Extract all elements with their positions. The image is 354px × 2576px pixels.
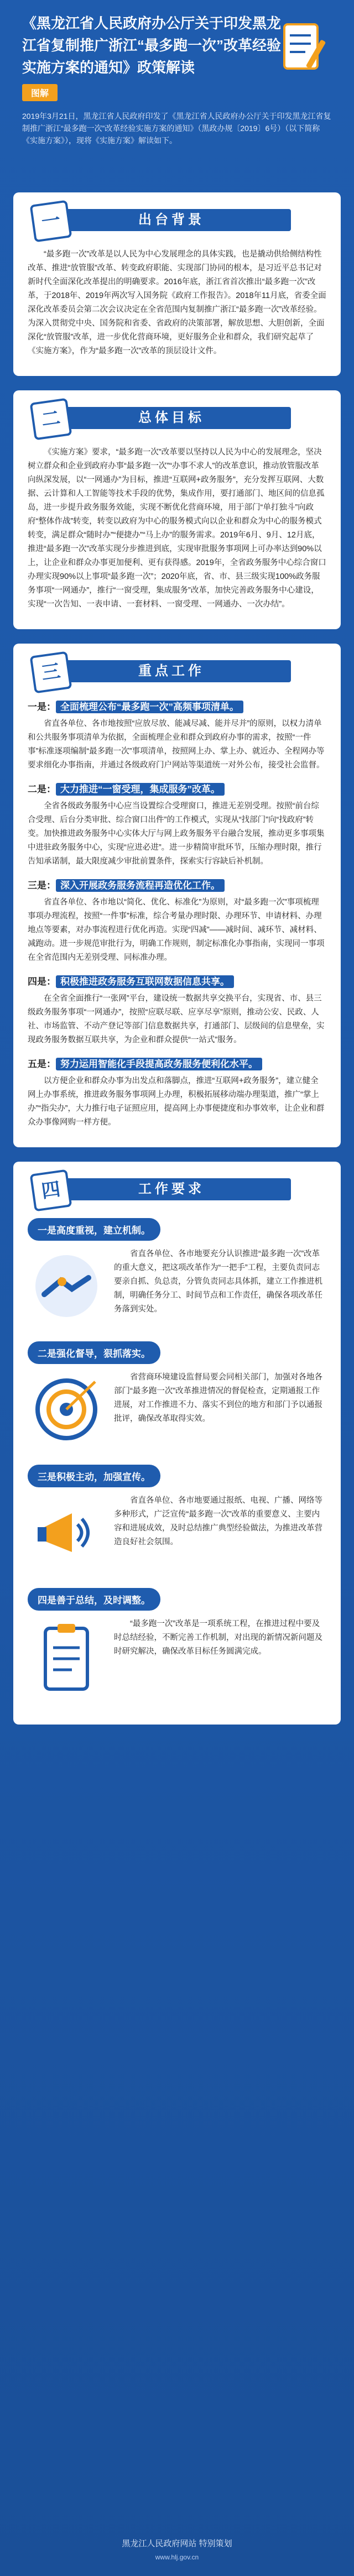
requirement-text: 省直各单位、各市地要通过报纸、电视、广播、网络等多种形式，广泛宣传“最多跑一次”改革的重要意义、主要内容和进展成效，及时总结推广典型经验做法，为推进改革营造良好社会氛围。 — [114, 1496, 322, 1546]
key-work-text-5: 以方便企业和群众办事为出发点和落脚点，推进“互联网+政务服务”，建立健全网上办事系统，推进政务服务事项网上办理，积极拓展移动端办理渠道，推广“掌上办”“指尖办”，大力推行电子证照应用，提高网上办事便捷度和办事效率，让企业和群众办事像网购一样方便。 — [28, 1077, 325, 1127]
section-number: 一 — [30, 200, 72, 243]
section-goals — [13, 390, 341, 629]
key-work-heading-1: 一是： 全面梳理公布“最多跑一次”高频事项清单。 — [28, 699, 326, 713]
key-work-text-3: 省直各单位、各市地以“简化、优化、标准化”为原则，对“最多跑一次”事项梳理事项办理流程，按照“一件事”标准，综合考量办理时限、办理环节、申请材料、办理地点等要素，对办事流程进行优化再造。实现“四减”——减时间、减环节、减材料、减跑动。进一步规范审批行为，明确工作规则，制定标准化办事指南，实现同一事项在全省范围内无差别受理、同标准办理。 — [28, 898, 325, 962]
key-work-text-4: 在全省全面推行“一张网”平台，建设统一数据共享交换平台，实现省、市、县三级政务服务事项“一网通办”，按照“应联尽联、应享尽享”原则，推动公安、民政、人社、市场监管、不动产登记等部门信息数据共享，打通部门、层级间的信息壁垒，实现政务服务数据互联共享，为企业和群众提供“一站式”服务。 — [28, 994, 325, 1044]
requirement-text: 省营商环境建设监督局要会同相关部门，加强对各地各部门“最多跑一次”改革推进情况的督促检查，定期通报工作进展，对工作推进不力、落实不到位的地方和部门予以通报批评，确保改革取得实效。 — [114, 1373, 322, 1423]
requirement-1 — [28, 1218, 326, 1330]
section-header — [13, 400, 341, 437]
footer-url: www.hlj.gov.cn — [155, 2553, 199, 2561]
key-work-text-1: 省直各单位、各市地按照“应放尽放、能减尽减、能并尽并”的原则，以权力清单和公共服务事项清单为依据，全面梳理企业和群众到政府办事的需求，按照“一件事”标准逐项编制“最多跑一次”事项清单，按照网上办、掌上办、就近办、全程网办等要求细化办事指南，并通过各级政府门户网站等渠道统一对外公布，接受社会监督。 — [28, 719, 325, 770]
requirement-heading: 三是积极主动，加强宣传。 — [28, 1465, 160, 1487]
section-number: 二 — [30, 398, 72, 441]
section-background — [13, 192, 341, 376]
requirement-2 — [28, 1341, 326, 1454]
requirement-heading: 四是善于总结，及时调整。 — [28, 1588, 160, 1611]
section-title: 重点工作 — [52, 660, 291, 682]
section-header — [13, 654, 341, 690]
section-requirements — [13, 1162, 341, 1725]
key-work-heading-4: 四是： 积极推进政务服务互联网数据信息共享。 — [28, 974, 326, 987]
footer-organization: 黑龙江人民政府网站 特别策划 — [122, 2539, 232, 2548]
section-title: 总体目标 — [52, 407, 291, 429]
clipboard-icon — [28, 1617, 105, 1700]
section-text: “最多跑一次”改革是以人民为中心发展理念的具体实践，也是撬动供给侧结构性改革、推进“放管服”改革、转变政府职能、实现部门协同的根本，是习近平总书记对新时代全面深化改革提出的明确要求。2016年底，浙江省首次推出“最多跑一次”改革，于2018年、2019年两次写入国务院《政府工作报告》。2018年11月底，省委全面深化改革委员会第二次会议决定在全省范围内复制推广浙江“最多跑一次”改革经验。为深入贯彻党中央、国务院和省委、省政府的决策部署，解放思想、大胆创新，全面深化“放管服”改革，进一步优化营商环境，更好服务企业和群众，我们研究起草了《实施方案》，作为“最多跑一次”改革的顶层设计文件。 — [28, 250, 326, 356]
target-icon — [28, 1371, 105, 1454]
section-number: 四 — [30, 1169, 72, 1212]
key-work-text-2: 全省各级政务服务中心应当设置综合受理窗口，推进无差别受理。按照“前台综合受理、后台分类审批、综合窗口出件”的工作模式，实现从“找部门”向“找政府”转变。加快推进政务服务中心实体大厅与网上政务服务平台融合发展，推动更多事项集中进驻政务服务中心，实现“应进必进”。进一步精简审批环节，压缩办理时限，推行告知承诺制，最大限度减少审批前置条件，探索实行容缺后补机制。 — [28, 802, 325, 866]
key-work-heading-3: 三是： 深入开展政务服务流程再造优化工作。 — [28, 877, 326, 891]
requirement-text: “最多跑一次”改革是一项系统工程，在推进过程中要及时总结经验，不断完善工作机制，对出现的新情况新问题及时研究解决，确保改革目标任务圆满完成。 — [114, 1619, 322, 1656]
section-title: 出台背景 — [52, 209, 291, 231]
megaphone-icon — [28, 1494, 105, 1577]
requirement-text: 省直各单位、各市地要充分认识推进“最多跑一次”改革的重大意义，把这项改革作为“一把手”工程，主要负责同志要亲自抓、负总责，分管负责同志具体抓，建立工作推进机制，明确任务分工、时间节点和工作责任，确保各项改革任务落到实处。 — [114, 1250, 322, 1314]
handshake-icon — [28, 1247, 105, 1330]
page-title: 《黑龙江省人民政府办公厅关于印发黑龙江省复制推广浙江“最多跑一次”改革经验实施方案的通知》政策解读 — [22, 15, 282, 76]
section-text: 《实施方案》要求，“最多跑一次”改革要以坚持以人民为中心的发展理念，坚决树立群众和企业到政府办事“最多跑一次”“办事不求人”的改革意识，推动放管服改革向纵深发展，以“一网通办”为目标，推进“互联网+政务服务”，充分发挥互联网、大数据、云计算和人工智能等技术手段的优势，集成作用，要打通部门、地区间的信息孤岛，进一步提升政务服务效能，实现不断优化营商环境，用于部门“单打独斗”向政府“整体作战”转变，转变以政府为中心的服务模式向以企业和群众为中心的服务模式转变，满足群众“随时办”“便捷办”“马上办”的服务需求。2019年6月、9月、12月底，推进“最多跑一次”改革实现分步推进到底，实现审批服务事项网上可办率达到90%以上，让企业和群众办事更加便利、更有获得感。2019年，全省政务服务中心综合窗口办理实现90%以上事项“最多跑一次”；2020年底，省、市、县三级实现100%政务服务事项“一网通办”，推行“一窗受理，集成服务”改革，加快完善政务服务中心建设，实现“一次告知、一表申请、一套材料、一窗受理、一网通办、一次办结”。 — [28, 448, 326, 609]
section-header — [13, 202, 341, 239]
document-pen-icon — [274, 19, 335, 80]
page-footer — [0, 2537, 354, 2564]
requirement-heading: 二是强化督导，狠抓落实。 — [28, 1341, 160, 1364]
key-work-heading-5: 五是： 努力运用智能化手段提高政务服务便利化水平。 — [28, 1056, 326, 1070]
requirement-3 — [28, 1465, 326, 1577]
requirement-heading: 一是高度重视，建立机制。 — [28, 1218, 160, 1241]
section-title: 工作要求 — [52, 1178, 291, 1200]
requirement-4 — [28, 1588, 326, 1700]
intro-text: 2019年3月21日，黑龙江省人民政府印发了《黑龙江省人民政府办公厅关于印发黑龙江省复制推广浙江“最多跑一次”改革经验实施方案的通知》（黑政办规〔2019〕6号）（以下简称《实施方案》），现将《实施方案》解读如下。 — [22, 112, 331, 145]
key-work-heading-2: 二是： 大力推进“一窗受理，集成服务”改革。 — [28, 781, 326, 795]
section-key-work — [13, 644, 341, 1147]
section-header — [13, 1172, 341, 1208]
illustration-tag: 图解 — [22, 84, 58, 101]
section-number: 三 — [30, 651, 72, 694]
hero-banner — [0, 0, 354, 178]
